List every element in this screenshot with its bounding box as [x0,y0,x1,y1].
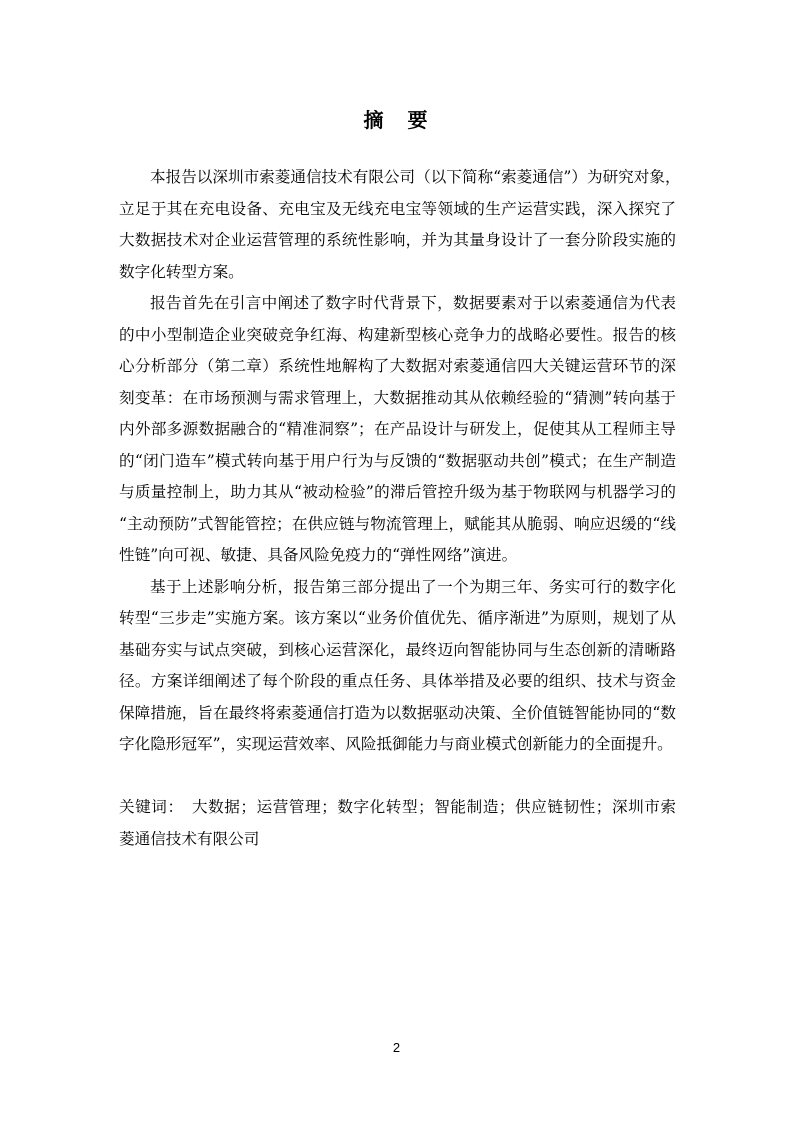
text-line: 性链”向可视、敏捷、具备风险免疫力的“弹性网络”演进。 [119,546,518,564]
text-line: 字化隐形冠军”，实现运营效率、风险抵御能力与商业模式创新能力的全面提升。 [119,735,673,753]
text-line: 本报告以深圳市索菱通信技术有限公司（以下简称“索菱通信”）为研究对象， [150,168,681,186]
text-line: 立足于其在充电设备、充电宝及无线充电宝等领域的生产运营实践，深入探究了 [119,199,676,218]
paragraph-3 [119,572,676,761]
abstract-body [119,162,681,855]
text-line: 报告首先在引言中阐述了数字时代背景下，数据要素对于以索菱通信为代表 [150,294,676,312]
paragraph-1 [119,162,681,288]
text-line: “主动预防”式智能管控；在供应链与物流管理上，赋能其从脆弱、响应迟缓的“线 [119,514,676,533]
text-line: 径。方案详细阐述了每个阶段的重点任务、具体举措及必要的组织、技术与资金 [119,672,676,690]
paragraph-2 [119,288,676,572]
page-number: 2 [392,1040,401,1055]
spacer [119,761,676,793]
text-line: 基于上述影响分析，报告第三部分提出了一个为期三年、务实可行的数字化 [150,577,676,596]
text-line: 保障措施，旨在最终将索菱通信打造为以数据驱动决策、全价值链智能协同的“数 [119,703,676,722]
page-title: 摘 要 [363,108,430,132]
text-line: 刻变革：在市场预测与需求管理上，大数据推动其从依赖经验的“猜测”转向基于 [119,388,676,407]
text-line: 基础夯实与试点突破，到核心运营深化，最终迈向智能协同与生态创新的清晰路 [119,640,676,659]
text-line: 的中小型制造企业突破竞争红海、构建新型核心竞争力的战略必要性。报告的核 [119,325,676,344]
keywords [119,792,676,855]
text-line: 心分析部分（第二章）系统性地解构了大数据对索菱通信四大关键运营环节的深 [119,357,676,375]
text-line: 的“闭门造车”模式转向基于用户行为与反馈的“数据驱动共创”模式；在生产制造 [119,451,676,470]
text-line: 内外部多源数据融合的“精准洞察”；在产品设计与研发上，促使其从工程师主导 [119,420,676,438]
keywords-line: 菱通信技术有限公司 [119,829,260,848]
keywords-line: 关键词： 大数据；运营管理；数字化转型；智能制造；供应链韧性；深圳市索 [119,798,676,816]
text-line: 大数据技术对企业运营管理的系统性影响，并为其量身设计了一套分阶段实施的 [119,231,676,249]
text-line: 数字化转型方案。 [119,262,244,281]
text-line: 转型“三步走”实施方案。该方案以“业务价值优先、循序渐进”为原则，规划了从 [119,609,676,627]
text-line: 与质量控制上，助力其从“被动检验”的滞后管控升级为基于物联网与机器学习的 [119,483,676,501]
